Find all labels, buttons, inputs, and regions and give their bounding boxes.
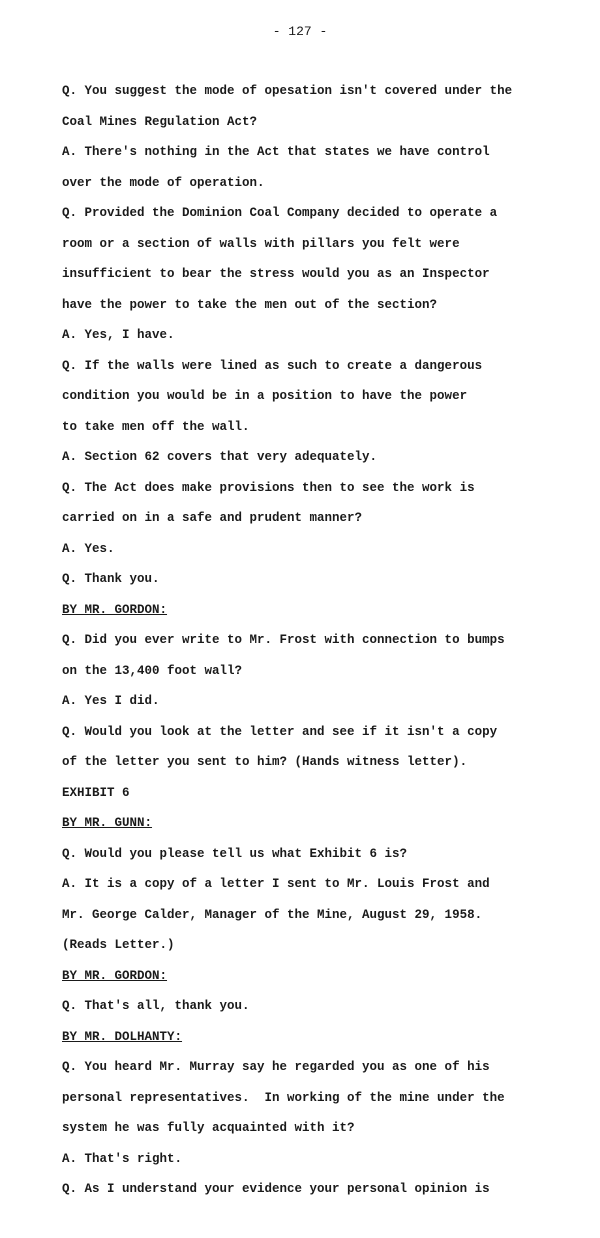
line-row bbox=[62, 448, 582, 479]
line-row bbox=[62, 570, 582, 601]
line-row bbox=[62, 814, 582, 845]
transcript-line: Q. As I understand your evidence your personal opinion is bbox=[62, 1182, 490, 1196]
examiner-heading: BY MR. GORDON: bbox=[62, 968, 168, 983]
line-row bbox=[62, 1089, 582, 1120]
line-row bbox=[62, 601, 582, 632]
line-row bbox=[62, 753, 582, 784]
line-row bbox=[62, 906, 582, 937]
transcript-line: A. Yes. bbox=[62, 541, 115, 556]
transcript-line: insufficient to bear the stress would you as an Inspector bbox=[62, 267, 490, 281]
transcript-line: A. That's right. bbox=[62, 1151, 183, 1166]
examiner-heading: BY MR. DOLHANTY: bbox=[62, 1029, 183, 1044]
line-row bbox=[62, 418, 582, 449]
line-row bbox=[62, 82, 582, 113]
transcript-line: Q. If the walls were lined as such to create a dangerous bbox=[62, 358, 483, 373]
line-row bbox=[62, 723, 582, 754]
examiner-heading: BY MR. GUNN: bbox=[62, 816, 153, 830]
line-row bbox=[62, 387, 582, 418]
line-row bbox=[62, 540, 582, 571]
line-row bbox=[62, 113, 582, 144]
line-row bbox=[62, 692, 582, 723]
transcript-line: have the power to take the men out of the section? bbox=[62, 297, 438, 312]
transcript-line: system he was fully acquainted with it? bbox=[62, 1121, 355, 1135]
transcript-line: to take men off the wall. bbox=[62, 419, 250, 434]
transcript-line: Q. You suggest the mode of opesation isn't covered under the bbox=[62, 84, 513, 98]
transcript-line: A. Section 62 covers that very adequately. bbox=[62, 450, 378, 464]
line-row bbox=[62, 875, 582, 906]
line-row bbox=[62, 479, 582, 510]
line-row bbox=[62, 235, 582, 266]
line-row bbox=[62, 1180, 582, 1211]
line-row bbox=[62, 1028, 582, 1059]
line-row bbox=[62, 997, 582, 1028]
transcript-line: Q. Would you look at the letter and see if it isn't a copy bbox=[62, 724, 498, 739]
transcript-line: over the mode of operation. bbox=[62, 175, 265, 190]
line-row bbox=[62, 784, 582, 815]
transcript-line: personal representatives. In working of the mine under the bbox=[62, 1090, 505, 1105]
line-row bbox=[62, 509, 582, 540]
transcript-line: of the letter you sent to him? (Hands witness letter). bbox=[62, 755, 468, 769]
line-row bbox=[62, 845, 582, 876]
transcript-line: Mr. George Calder, Manager of the Mine, August 29, 1958. bbox=[62, 907, 483, 922]
examiner-heading: BY MR. GORDON: bbox=[62, 602, 168, 617]
line-row bbox=[62, 204, 582, 235]
transcript-line: condition you would be in a position to have the power bbox=[62, 389, 468, 403]
line-row bbox=[62, 1119, 582, 1150]
page-number: - 127 - bbox=[272, 24, 328, 39]
transcript-line: A. It is a copy of a letter I sent to Mr. Louis Frost and bbox=[62, 877, 490, 891]
transcript-line: Q. Did you ever write to Mr. Frost with connection to bumps bbox=[62, 633, 505, 647]
transcript-line: Q. The Act does make provisions then to see the work is bbox=[62, 480, 475, 495]
line-row bbox=[62, 936, 582, 967]
transcript-body bbox=[62, 82, 582, 1211]
line-row bbox=[62, 1150, 582, 1181]
transcript-line: Coal Mines Regulation Act? bbox=[62, 114, 258, 129]
line-row bbox=[62, 174, 582, 205]
transcript-line: A. There's nothing in the Act that states we have control bbox=[62, 145, 490, 159]
transcript-line: EXHIBIT 6 bbox=[62, 785, 130, 800]
transcript-line: Q. That's all, thank you. bbox=[62, 999, 250, 1013]
line-row bbox=[62, 296, 582, 327]
line-row bbox=[62, 357, 582, 388]
transcript-line: A. Yes I did. bbox=[62, 694, 160, 708]
transcript-line: Q. Provided the Dominion Coal Company decided to operate a bbox=[62, 206, 498, 220]
line-row bbox=[62, 326, 582, 357]
line-row bbox=[62, 631, 582, 662]
line-row bbox=[62, 662, 582, 693]
transcript-line: Q. Would you please tell us what Exhibit 6 is? bbox=[62, 846, 408, 861]
line-row bbox=[62, 967, 582, 998]
transcript-line: (Reads Letter.) bbox=[62, 938, 175, 952]
transcript-line: Q. Thank you. bbox=[62, 572, 160, 586]
transcript-line: A. Yes, I have. bbox=[62, 328, 175, 342]
transcript-line: on the 13,400 foot wall? bbox=[62, 663, 243, 678]
transcript-line: Q. You heard Mr. Murray say he regarded you as one of his bbox=[62, 1060, 490, 1074]
line-row bbox=[62, 1058, 582, 1089]
transcript-line: room or a section of walls with pillars you felt were bbox=[62, 236, 460, 251]
transcript-line: carried on in a safe and prudent manner? bbox=[62, 511, 363, 525]
line-row bbox=[62, 265, 582, 296]
line-row bbox=[62, 143, 582, 174]
